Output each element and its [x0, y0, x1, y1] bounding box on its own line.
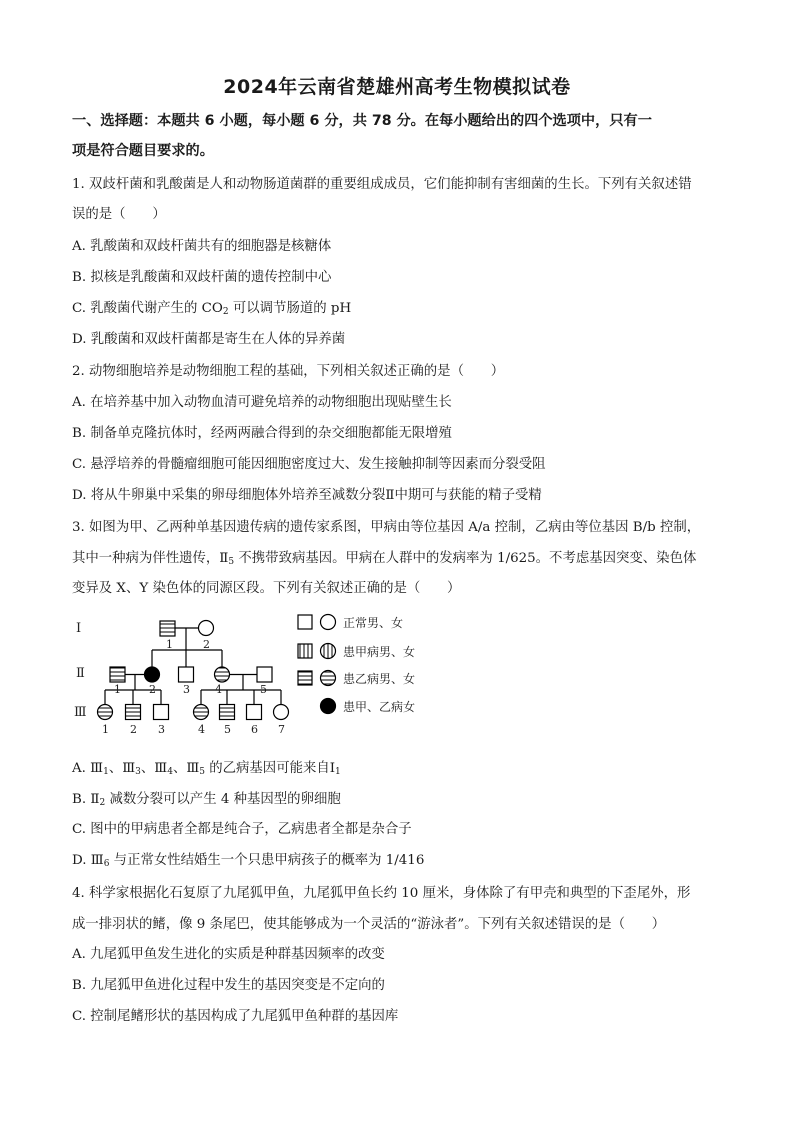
legend-label-disease-b: 患乙病男、女 [343, 672, 416, 686]
gen3-number-7: 7 [278, 723, 285, 736]
legend-label-normal: 正常男、女 [343, 616, 404, 630]
q4-stem-line2: 成一排羽状的鳍，像 9 条尾巴，使其能够成为一个灵活的“游泳者”。下列有关叙述错误的是（ ） [72, 917, 666, 932]
gen2-number-2: 2 [149, 683, 156, 696]
pedigree-chart [70, 610, 450, 740]
q3-stem2-sub: 5 [228, 557, 235, 567]
q3-b-sub: 2 [99, 798, 106, 808]
legend-disease-b-female [321, 671, 336, 686]
legend-disease-b-male [298, 671, 312, 685]
gen3-number-3: 3 [158, 723, 165, 736]
q3-a-part: 、Ⅲ [140, 761, 168, 776]
q4-option-c: C. 控制尾鳍形状的基因构成了九尾狐甲鱼种群的基因库 [72, 1009, 399, 1024]
q4-stem-line1: 4. 科学家根据化石复原了九尾狐甲鱼，九尾狐甲鱼长约 10 厘米，身体除了有甲壳和典型的下歪尾外，形 [72, 886, 691, 901]
q2-option-c: C. 悬浮培养的骨髓瘤细胞可能因细胞密度过大、发生接触抑制等因素而分裂受阻 [72, 457, 546, 472]
gen-label-2: Ⅱ [76, 666, 85, 681]
section-heading-line2: 项是符合题目要求的。 [72, 143, 214, 159]
gen2-number-3: 3 [183, 683, 190, 696]
q3-option-c: C. 图中的甲病患者全都是纯合子，乙病患者全都是杂合子 [72, 822, 412, 837]
gen3-number-5: 5 [224, 723, 231, 736]
q4-option-b: B. 九尾狐甲鱼进化过程中发生的基因突变是不定向的 [72, 978, 385, 993]
q3-d-post: 与正常女性结婚生一个只患甲病孩子的概率为 1/416 [109, 853, 425, 868]
q3-option-a [72, 757, 341, 777]
q3-b-pre: B. Ⅱ [72, 792, 100, 807]
gen2-number-5: 5 [260, 683, 267, 696]
q3-a-sub: 1 [103, 767, 109, 777]
q3-a-sub: 5 [199, 767, 205, 777]
q1-option-c [72, 297, 351, 317]
q1-option-b: B. 拟核是乳酸菌和双歧杆菌的遗传控制中心 [72, 270, 332, 285]
q3-option-b [72, 788, 341, 808]
gen-label-1: Ⅰ [76, 621, 82, 636]
legend-both-female [321, 699, 336, 714]
gen2-number-1: 1 [114, 683, 121, 696]
q2-stem: 2. 动物细胞培养是动物细胞工程的基础，下列相关叙述正确的是（ ） [72, 364, 505, 379]
gen2-female-2 [145, 667, 160, 682]
gen3-female-7 [274, 705, 289, 720]
q3-d-pre: D. Ⅲ [72, 853, 104, 868]
q3-a-part: 的乙病基因可能来自Ⅰ [204, 761, 336, 776]
q3-stem2-pre: 其中一种病为伴性遗传，Ⅱ [72, 551, 229, 566]
q3-a-part: 、Ⅲ [108, 761, 136, 776]
q3-d-sub: 6 [103, 859, 110, 869]
page-title: 2024年云南省楚雄州高考生物模拟试卷 [223, 76, 571, 98]
gen3-female-1 [98, 705, 113, 720]
gen2-male-5 [257, 667, 272, 682]
q1-option-c-sub: 2 [222, 307, 229, 317]
gen3-number-6: 6 [251, 723, 258, 736]
q3-option-d [72, 849, 424, 869]
q1-stem-line2: 误的是（ ） [72, 207, 166, 222]
q2-option-a: A. 在培养基中加入动物血清可避免培养的动物细胞出现贴壁生长 [72, 395, 452, 410]
legend-normal-female [321, 615, 336, 630]
legend-label-both: 患甲、乙病女 [343, 700, 416, 714]
gen3-male-6 [247, 705, 262, 720]
gen3-number-2: 2 [130, 723, 137, 736]
q4-option-a: A. 九尾狐甲鱼发生进化的实质是种群基因频率的改变 [72, 947, 385, 962]
q1-stem-line1: 1. 双歧杆菌和乳酸菌是人和动物肠道菌群的重要组成成员，它们能抑制有害细菌的生长。下列有关叙述错 [72, 177, 692, 192]
q1-option-c-post: 可以调节肠道的 pH [228, 301, 352, 316]
q3-a-sub: 3 [135, 767, 141, 777]
q3-a-part: A. Ⅲ [72, 761, 104, 776]
q3-a-sub: 1 [335, 767, 341, 777]
section-heading-line1: 一、选择题：本题共 6 小题，每小题 6 分，共 78 分。在每小题给出的四个选项中，只有一 [72, 113, 652, 129]
q3-a-part: 、Ⅲ [172, 761, 200, 776]
gen3-number-1: 1 [102, 723, 109, 736]
legend-label-disease-a: 患甲病男、女 [343, 645, 416, 659]
legend-normal-male [298, 615, 312, 629]
q3-b-post: 减数分裂可以产生 4 种基因型的卵细胞 [105, 792, 341, 807]
gen3-male-3 [154, 705, 169, 720]
q3-stem2-post: 不携带致病基因。甲病在人群中的发病率为 1/625。不考虑基因突变、染色体 [234, 551, 697, 566]
gen3-male-5 [220, 705, 235, 720]
gen3-number-4: 4 [198, 723, 205, 736]
gen2-number-4: 4 [215, 683, 222, 696]
q2-option-b: B. 制备单克隆抗体时，经两两融合得到的杂交细胞都能无限增殖 [72, 426, 452, 441]
gen1-male-1 [160, 621, 175, 636]
legend-disease-a-female [321, 644, 336, 659]
gen2-male-1 [110, 667, 125, 682]
q3-stem-line1: 3. 如图为甲、乙两种单基因遗传病的遗传家系图，甲病由等位基因 A/a 控制，乙病由等位基因 B/b 控制， [72, 520, 701, 535]
gen1-female-2 [199, 621, 214, 636]
legend-disease-a-male [298, 644, 312, 658]
q1-option-c-pre: C. 乳酸菌代谢产生的 CO [72, 301, 223, 316]
gen3-female-4 [194, 705, 209, 720]
q1-option-d: D. 乳酸菌和双歧杆菌都是寄生在人体的异养菌 [72, 332, 346, 347]
gen1-number-2: 2 [203, 638, 210, 651]
gen2-female-4 [215, 667, 230, 682]
q3-a-sub: 4 [167, 767, 173, 777]
q2-option-d: D. 将从牛卵巢中采集的卵母细胞体外培养至减数分裂Ⅱ中期可与获能的精子受精 [72, 488, 542, 503]
q3-stem-line2 [72, 547, 696, 567]
q3-stem-line3: 变异及 X、Y 染色体的同源区段。下列有关叙述正确的是（ ） [72, 581, 461, 596]
q1-option-a: A. 乳酸菌和双歧杆菌共有的细胞器是核糖体 [72, 239, 332, 254]
gen3-male-2 [126, 705, 141, 720]
gen2-male-3 [179, 667, 194, 682]
gen1-number-1: 1 [166, 638, 173, 651]
gen-label-3: Ⅲ [74, 705, 87, 720]
